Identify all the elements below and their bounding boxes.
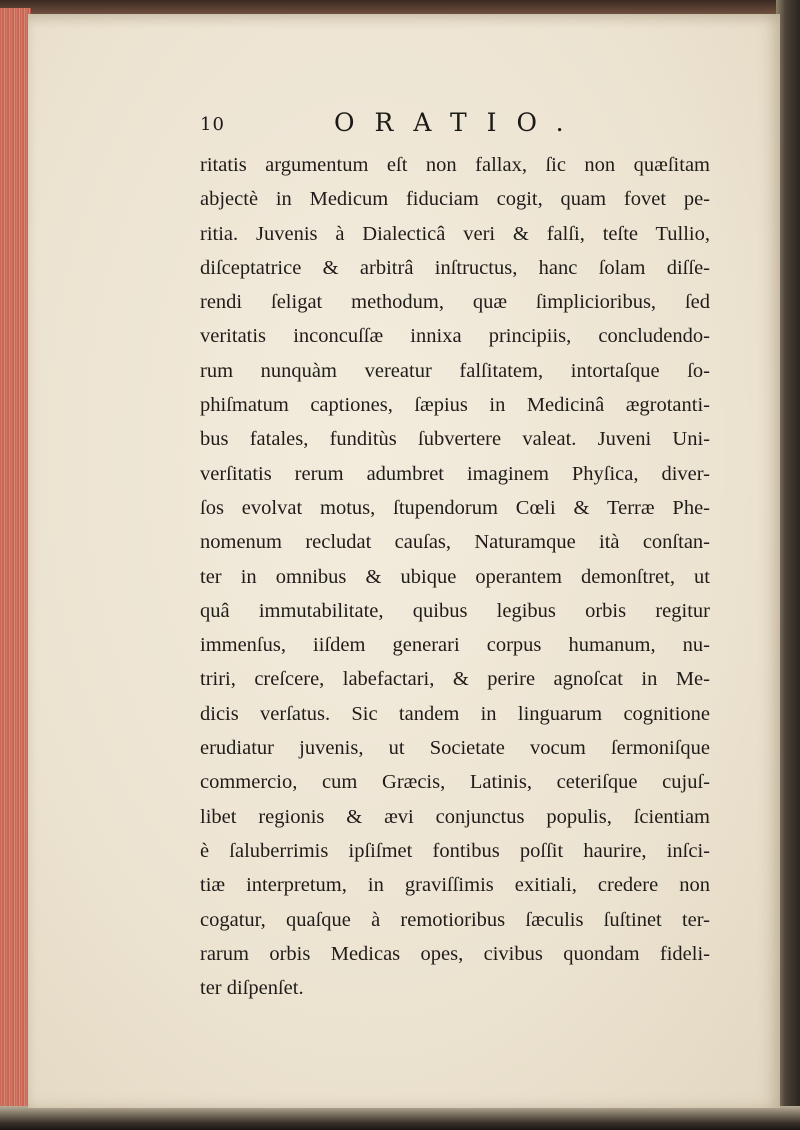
page-header — [200, 108, 700, 140]
text-line: ter in omnibus & ubique operantem demonſtret, ut — [200, 565, 710, 588]
text-line: ritia. Juvenis à Dialecticâ veri & falſi, teſte Tullio, — [200, 222, 710, 245]
text-line: nomenum recludat cauſas, Naturamque ità conſtan- — [200, 531, 710, 554]
text-line: bus fatales, funditùs ſubvertere valeat. Juveni Uni- — [200, 428, 710, 451]
text-line: libet regionis & ævi conjunctus populis, ſcientiam — [200, 805, 710, 828]
page-number: 10 — [200, 114, 225, 135]
text-line: è ſaluberrimis ipſiſmet fontibus poſſit haurire, inſci- — [200, 839, 710, 862]
text-line: tiæ interpretum, in graviſſimis exitiali, credere non — [200, 874, 710, 897]
text-line: rum nunquàm vereatur falſitatem, intortaſque ſo- — [200, 359, 710, 382]
text-line: verſitatis rerum adumbret imaginem Phyſica, diver- — [200, 462, 710, 485]
text-line: abjectè in Medicum fiduciam cogit, quam fovet pe- — [200, 188, 710, 211]
text-line: quâ immutabilitate, quibus legibus orbis regitur — [200, 599, 710, 622]
text-line: ritatis argumentum eſt non fallax, ſic non quæſitam — [200, 154, 710, 176]
text-line: immenſus, iiſdem generari corpus humanum, nu- — [200, 634, 710, 657]
running-head: ORATIO. — [334, 108, 584, 137]
book-bottom-edge — [0, 1106, 800, 1130]
body-text — [200, 148, 710, 1005]
text-line: erudiatur juvenis, ut Societate vocum ſermoniſque — [200, 737, 710, 760]
text-line: ſos evolvat motus, ſtupendorum Cœli & Terræ Phe- — [200, 496, 710, 519]
text-line: rendi ſeligat methodum, quæ ſimplicioribus, ſed — [200, 291, 710, 314]
text-line: phiſmatum captiones, ſæpius in Medicinâ ægrotanti- — [200, 394, 710, 417]
text-line: ter diſpenſet. — [200, 977, 304, 1000]
text-line: rarum orbis Medicas opes, civibus quondam fideli- — [200, 942, 710, 965]
text-line: commercio, cum Græcis, Latinis, ceteriſque cujuſ- — [200, 771, 710, 794]
text-line: triri, creſcere, labefactari, & perire agnoſcat in Me- — [200, 668, 710, 691]
text-line: cogatur, quaſque à remotioribus ſæculis ſuſtinet ter- — [200, 908, 710, 931]
text-line: diſceptatrice & arbitrâ inſtructus, hanc ſolam diſſe- — [200, 256, 710, 279]
text-line: dicis verſatus. Sic tandem in linguarum cognitione — [200, 702, 710, 725]
text-line: veritatis inconcuſſæ innixa principiis, concludendo- — [200, 325, 710, 348]
page-edges-left — [0, 8, 31, 1112]
